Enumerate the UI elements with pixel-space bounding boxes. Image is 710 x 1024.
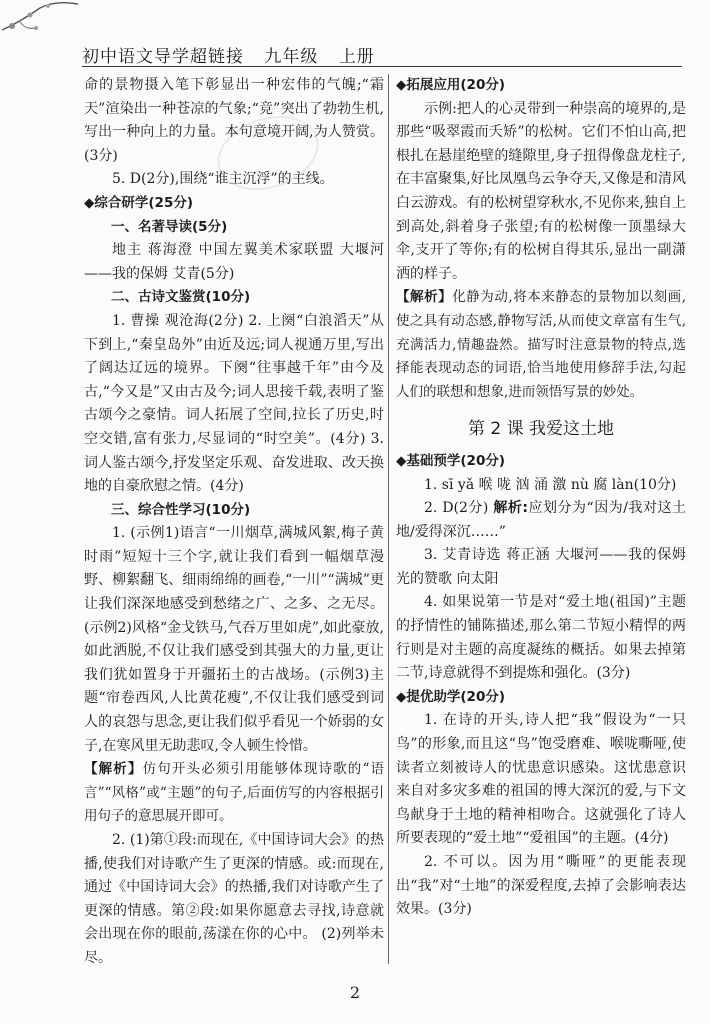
- volume-label: 上册: [338, 47, 375, 67]
- answer-item: 地主 蒋海澄 中国左翼美术家联盟 大堰河——我的保姆 艾青(5分): [84, 242, 384, 282]
- right-column: [396, 74, 686, 922]
- book-title: 初中语文导学超链接: [82, 47, 244, 67]
- answer-item: 1. sī yǎ 喉 咙 汹 涌 激 nù 腐 làn(10分): [424, 476, 677, 493]
- header-rule: [82, 66, 682, 67]
- analysis-text: 化静为动,将本来静态的景物加以刻画,使之具有动态感,静物写活,从而使文章富有生气,充满活力,情趣盎然。描写时注意景物的特点,选择能表现动态的词语,恰当地使用修辞手法,勾起人们的联想和想象,进而领悟写景的妙处。: [396, 289, 687, 400]
- grade-label: 九年级: [264, 47, 319, 67]
- analysis-tag: 【解析】: [84, 761, 143, 778]
- lesson-title: 第 2 课 我爱这土地: [467, 419, 615, 440]
- running-header: [82, 42, 389, 67]
- branch-decoration: [0, 0, 80, 40]
- column-divider: [388, 74, 389, 964]
- answer-item: 4. 如果说第一节是对“爱土地(祖国)”主题的抒情性的铺陈描述,那么第二节短小精悍的两行则是对主题的高度凝练的概括。如果去掉第二节,诗意就得不到提炼和强化。(3分): [396, 594, 686, 682]
- page-number: 2: [349, 983, 361, 1002]
- answer-item: 示例:把人的心灵带到一种崇高的境界的,是那些“吸翠霞而夭矫”的松树。它们不怕山高,把根扎在悬崖绝壁的缝隙里,身子扭得像盘龙柱子,在丰富聚集,好比凤凰鸟云争夺天,又像是和清风白云游戏。有的松树望穿秋水,不见你来,独自上到高处,斜着身子张望;有的松树像一顶墨绿大伞,支开了等你;有的松树自得其乐,显出一副潇洒的样子。: [396, 100, 686, 282]
- answer-text: 应划分为“因为/我对这土地/爱得深沉……”: [396, 500, 686, 540]
- analysis-note: [84, 758, 384, 829]
- answer-item: 5. D(2分),围绕“谁主沉浮”的主线。: [112, 171, 334, 188]
- left-column: [84, 74, 384, 971]
- section-heading: ◆基础预学(20分): [396, 452, 506, 469]
- answer-text: 2. D(2分): [424, 500, 494, 517]
- answer-item: 1. 曹操 观沧海(2分) 2. 上阕“白浪滔天”从下到上,“秦皇岛外”由近及远;词人视通万里,写出了阔达辽远的境界。下阕“往事越千年”由今及古,“今又是”又由古及今;词人思接千载,表明了鉴古颂今之豪情。词人拓展了空间,拉长了历史,时空交错,富有张力,尽显词的“时空美”。(4分) 3. 词人鉴古颂今,抒发坚定乐观、奋发进取、改天换地的自豪欣慰之情。(4分): [84, 312, 384, 495]
- analysis-text: 仿句开头必须引用能够体现诗歌的“语言”“风格”或“主题”的句子,后面仿写的内容根据引用句子的意思展开即可。: [84, 761, 385, 825]
- section-heading: ◆拓展应用(20分): [396, 77, 506, 93]
- answer-item: [396, 497, 686, 544]
- answer-item: 1. 在诗的开头,诗人把“我”假设为“一只鸟”的形象,而且这“鸟”饱受磨难、喉咙嘶哑,使读者立刻被诗人的忧患意识感染。这忧患意识来自对多灾多难的祖国的博大深沉的爱,与下文鸟献身于土地的精神相吻合。这就强化了诗人所要表现的“爱土地”“爱祖国”的主题。(4分): [396, 712, 686, 847]
- subsection-heading: 三、综合性学习(10分): [111, 501, 251, 518]
- answer-item: 2. 不可以。因为用“嘶哑”的更能表现出“我”对“土地”的深爱程度,去掉了会影响表达效果。(3分): [396, 854, 686, 918]
- analysis-note: [396, 286, 686, 404]
- answer-item: 3. 艾青诗选 蒋正涵 大堰河——我的保姆 光的赞歌 向太阳: [396, 547, 686, 587]
- paragraph: 命的景物摄入笔下彰显出一种宏伟的气魄;“霜天”渲染出一种苍凉的气象;“竞”突出了勃勃生机,写出一种向上的力量。本句意境开阔,为人赞赏。(3分): [84, 77, 384, 164]
- analysis-tag: 解析:: [493, 500, 528, 517]
- subsection-heading: 一、名著导读(5分): [111, 218, 228, 235]
- section-heading: ◆综合研学(25分): [84, 194, 194, 211]
- subsection-heading: 二、古诗文鉴赏(10分): [111, 289, 251, 306]
- analysis-tag: 【解析】: [396, 289, 453, 306]
- answer-item: 2. (1)第①段:而现在,《中国诗词大会》的热播,使我们对诗歌产生了更深的情感。或:而现在,通过《中国诗词大会》的热播,我们对诗歌产生了更深的情感。第②段:如果你愿意去寻找,诗意就会出现在你的眼前,荡漾在你的心中。 (2)列举未尽。: [84, 832, 384, 966]
- section-heading: ◆提优助学(20分): [396, 688, 506, 705]
- answer-item: 1. (示例1)语言“一川烟草,满城风絮,梅子黄时雨”短短十三个字,就让我们看到一幅烟草漫野、柳絮翻飞、细雨绵绵的画卷,“一川”“满城”更让我们深深地感受到愁绪之广、之多、之无尽。(示例2)风格“金戈铁马,气吞万里如虎”,如此豪放,如此洒脱,不仅让我们感受到其强大的力量,更让我们犹如置身于开疆拓土的古战场。(示例3)主题“帘卷西风,人比黄花瘦”,不仅让我们感受到词人的哀怨与思念,更让我们似乎看见一个娇弱的女子,在寒风里无助悲叹,令人顿生怜惜。: [84, 525, 384, 754]
